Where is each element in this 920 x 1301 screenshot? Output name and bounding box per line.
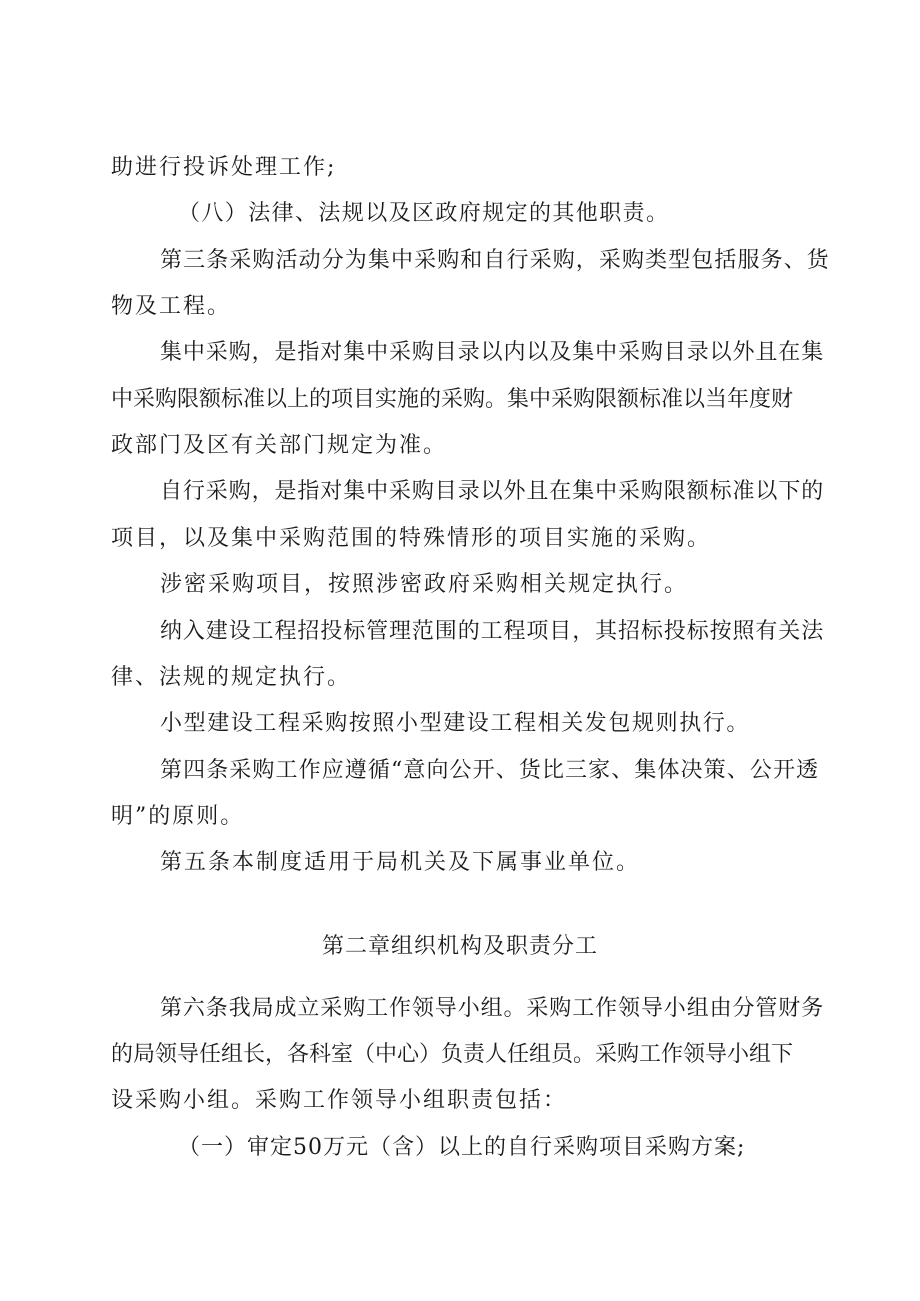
text-line-20: （一）审定50万元（含）以上的自行采购项目采购方案; — [178, 1135, 746, 1160]
text-line-19: 设采购小组。采购工作领导小组职责包括： — [111, 1088, 568, 1113]
text-line-15: 明”的原则。 — [111, 804, 245, 829]
text-line-8: 自行采购，是指对集中采购目录以外且在集中采购限额标准以下的 — [160, 479, 825, 504]
text-line-11: 纳入建设工程招投标管理范围的工程项目，其招标投标按照有关法 — [160, 619, 825, 644]
text-line-2: （八）法律、法规以及区政府规定的其他职责。 — [178, 201, 670, 226]
text-line-3: 第三条采购活动分为集中采购和自行采购，采购类型包括服务、货 — [160, 248, 830, 273]
text-line-18: 的局领导任组长，各科室（中心）负责人任组员。采购工作领导小组下 — [111, 1042, 794, 1067]
text-line-17: 第六条我局成立采购工作领导小组。采购工作领导小组由分管财务 — [160, 996, 825, 1021]
text-line-14: 第四条采购工作应遵循“意向公开、货比三家、集体决策、公开透 — [160, 758, 820, 783]
text-line-9: 项目，以及集中采购范围的特殊情形的项目实施的采购。 — [111, 526, 712, 551]
chapter-heading: 第二章组织机构及职责分工 — [321, 934, 598, 959]
text-line-12: 律、法规的规定执行。 — [111, 665, 352, 690]
text-line-16: 第五条本制度适用于局机关及下属事业单位。 — [160, 850, 641, 875]
text-line-5: 集中采购，是指对集中采购目录以内以及集中采购目录以外且在集 — [160, 340, 825, 365]
text-line-6: 中采购限额标准以上的项目实施的采购。集中采购限额标准以当年度财 — [111, 387, 794, 412]
text-line-13: 小型建设工程采购按照小型建设工程相关发包规则执行。 — [160, 711, 751, 736]
text-line-7: 政部门及区有关部门规定为准。 — [111, 433, 448, 458]
text-line-4: 物及工程。 — [111, 294, 232, 319]
text-line-1: 助进行投诉处理工作; — [111, 155, 337, 180]
text-line-10: 涉密采购项目，按照涉密政府采购相关规定执行。 — [160, 572, 689, 597]
